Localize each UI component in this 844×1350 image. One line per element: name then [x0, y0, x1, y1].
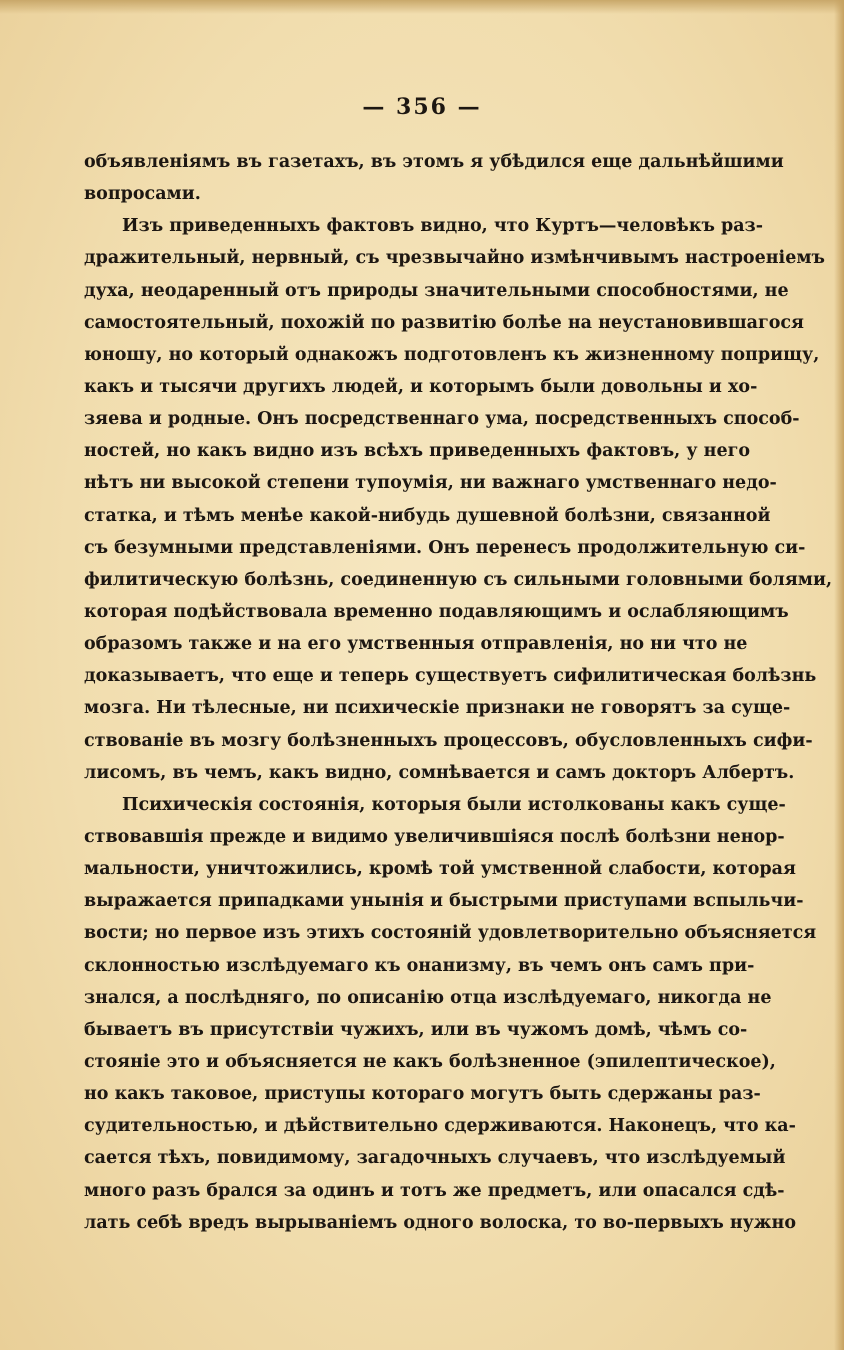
body-text — [84, 146, 833, 1239]
text-line: доказываетъ, что еще и теперь существуетъ сифилитическая болѣзнь — [84, 666, 817, 687]
text-line: лисомъ, въ чемъ, какъ видно, сомнѣвается и самъ докторъ Албертъ. — [84, 762, 795, 783]
text-line: но какъ таковое, приступы котораго могутъ быть сдержаны раз- — [84, 1084, 761, 1105]
text-line: объявленіямъ въ газетахъ, въ этомъ я убѣдился еще дальнѣйшими — [84, 152, 784, 172]
text-line: духа, неодаренный отъ природы значительными способностями, не — [84, 280, 789, 301]
text-line: вопросами. — [84, 184, 201, 205]
text-line: ностей, но какъ видно изъ всѣхъ приведенныхъ фактовъ, у него — [84, 441, 750, 462]
text-line: сается тѣхъ, повидимому, загадочныхъ случаевъ, что изслѣдуемый — [84, 1148, 786, 1169]
text-line: какъ и тысячи другихъ людей, и которымъ были довольны и хо- — [84, 376, 758, 397]
text-line: Психическія состоянія, которыя были истолкованы какъ суще- — [122, 794, 786, 815]
text-line: много разъ брался за одинъ и тотъ же предметъ, или опасался сдѣ- — [84, 1180, 785, 1201]
text-line: ствованіе въ мозгу болѣзненныхъ процессовъ, обусловленныхъ сифи- — [84, 730, 813, 751]
text-line: дражительный, нервный, съ чрезвычайно измѣнчивымъ настроеніемъ — [84, 248, 825, 269]
text-line: которая подѣйствовала временно подавляющимъ и ослабляющимъ — [84, 601, 789, 622]
text-line: знался, а послѣдняго, по описанію отца изслѣдуемаго, никогда не — [84, 987, 772, 1008]
text-line: филитическую болѣзнь, соединенную съ сильными головными болями, — [84, 569, 833, 590]
text-line: судительностью, и дѣйствительно сдерживаются. Наконецъ, что ка- — [84, 1116, 796, 1137]
text-line: зяева и родные. Онъ посредственнаго ума, посредственныхъ способ- — [84, 409, 800, 430]
text-line: юношу, но который однакожъ подготовленъ къ жизненному поприщу, — [84, 344, 820, 365]
text-line: мозга. Ни тѣлесные, ни психическіе признаки не говорятъ за суще- — [84, 698, 791, 719]
text-line: мальности, уничтожились, кромѣ той умственной слабости, которая — [84, 859, 796, 880]
text-line: самостоятельный, похожій по развитію болѣе на неустановившагося — [84, 312, 804, 333]
text-line: лать себѣ вредъ вырываніемъ одного волоска, то во-первыхъ нужно — [84, 1212, 797, 1233]
text-line: съ безумными представленіями. Онъ перенесъ продолжительную си- — [84, 537, 806, 558]
text-line: стояніе это и объясняется не какъ болѣзненное (эпилептическое), — [84, 1051, 776, 1072]
text-line: статка, и тѣмъ менѣе какой-нибудь душевной болѣзни, связанной — [84, 505, 771, 526]
page-number: — 356 — — [362, 94, 482, 120]
text-line: бываетъ въ присутствіи чужихъ, или въ чужомъ домѣ, чѣмъ со- — [84, 1019, 748, 1040]
text-line: вости; но первое изъ этихъ состояній удовлетворительно объясняется — [84, 923, 817, 944]
text-line: нѣтъ ни высокой степени тупоумія, ни важнаго умственнаго недо- — [84, 473, 777, 494]
text-line: ствовавшія прежде и видимо увеличившіяся послѣ болѣзни ненор- — [84, 826, 785, 847]
text-line: склонностью изслѣдуемаго къ онанизму, въ чемъ онъ самъ при- — [84, 955, 755, 976]
text-line: выражается припадками унынія и быстрыми приступами вспыльчи- — [84, 891, 804, 912]
text-line: образомъ также и на его умственныя отправленія, но ни что не — [84, 634, 748, 655]
text-line: Изъ приведенныхъ фактовъ видно, что Куртъ—человѣкъ раз- — [122, 216, 763, 237]
